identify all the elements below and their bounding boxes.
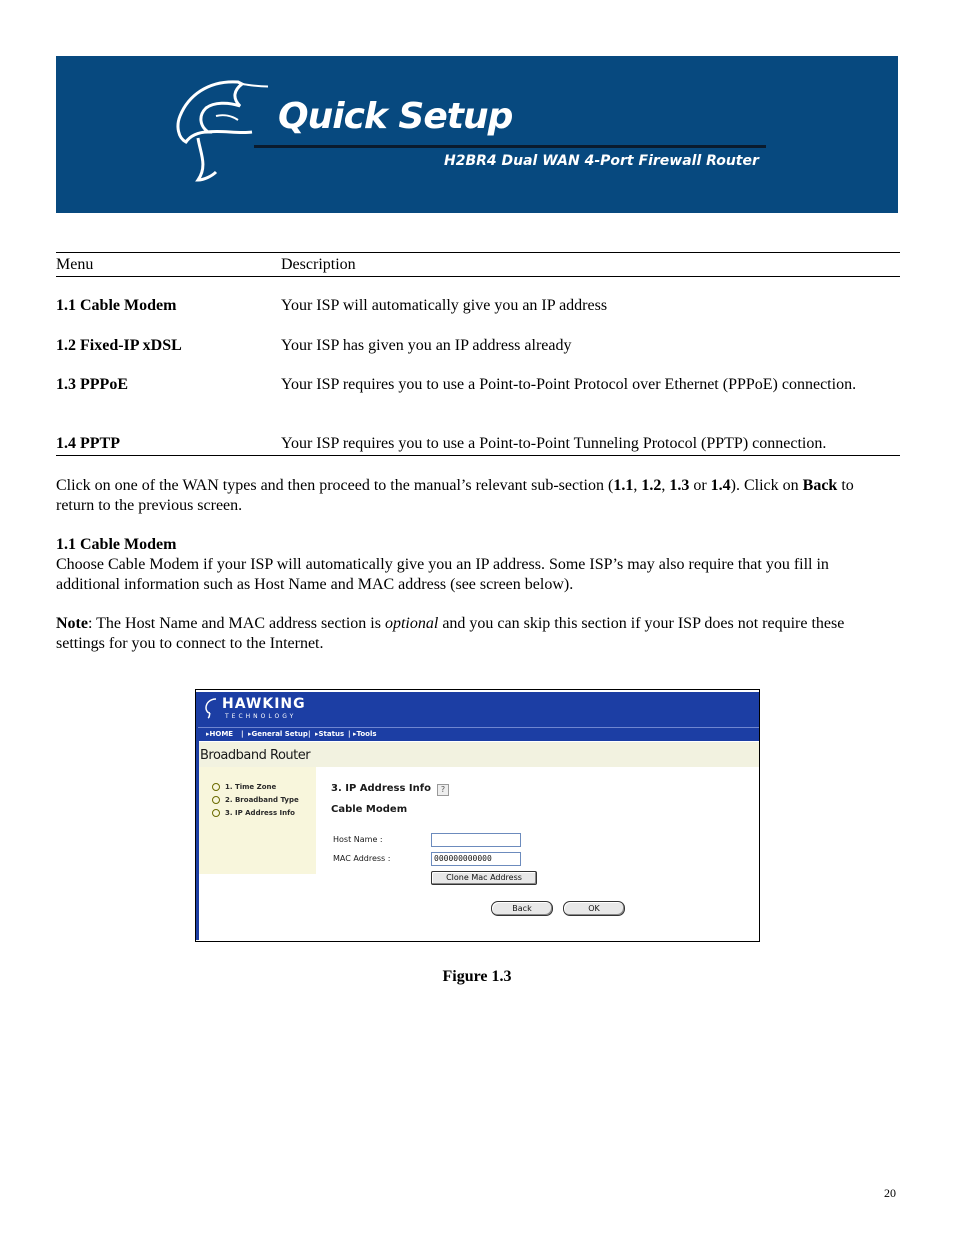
hawk-logo-icon — [168, 76, 268, 188]
wizard-step-ip-address-info[interactable]: 3. IP Address Info — [212, 809, 295, 817]
figure-caption: Figure 1.3 — [442, 968, 512, 985]
host-name-label: Host Name : — [333, 835, 383, 844]
hawking-brand: HAWKING — [222, 696, 306, 712]
radio-icon — [212, 809, 220, 817]
banner-subtitle: H2BR4 Dual WAN 4-Port Firewall Router — [444, 153, 759, 169]
table-row-description: Your ISP requires you to use a Point-to-Point Tunneling Protocol (PPTP) connection. — [281, 435, 827, 452]
table-row-menu: 1.2 Fixed-IP xDSL — [56, 337, 182, 354]
wizard-step-time-zone[interactable]: 1. Time Zone — [212, 783, 276, 791]
table-bottom-rule — [56, 455, 900, 456]
table-row-menu: 1.3 PPPoE — [56, 376, 128, 393]
table-header-menu: Menu — [56, 256, 94, 273]
note-paragraph: Note: The Host Name and MAC address section is optional and you can skip this section if your ISP does not require these settings for you to connect to the Internet. — [56, 615, 845, 652]
banner-divider — [254, 145, 766, 148]
mac-address-input[interactable]: 000000000000 — [431, 852, 521, 866]
router-title: Broadband Router — [200, 748, 311, 763]
back-button[interactable]: Back — [491, 901, 553, 916]
nav-general-setup[interactable]: ▸General Setup — [248, 730, 308, 738]
table-header-description: Description — [281, 256, 356, 273]
section-heading: 1.1 Cable Modem — [56, 536, 177, 553]
section-title: 3. IP Address Info — [331, 783, 431, 794]
connection-type-title: Cable Modem — [331, 804, 408, 815]
help-icon[interactable]: ? — [437, 784, 449, 796]
router-setup-screenshot — [195, 689, 760, 942]
table-top-rule — [56, 252, 900, 253]
ok-button[interactable]: OK — [563, 901, 625, 916]
mac-address-label: MAC Address : — [333, 854, 391, 863]
clone-mac-address-button[interactable]: Clone Mac Address — [431, 871, 537, 885]
page-number: 20 — [884, 1186, 896, 1200]
hawking-logo-icon — [204, 697, 220, 719]
nav-home[interactable]: ▸HOME — [206, 730, 234, 738]
quick-setup-banner — [56, 56, 898, 213]
table-row-description: Your ISP requires you to use a Point-to-Point Protocol over Ethernet (PPPoE) connection. — [281, 376, 857, 393]
router-header — [198, 692, 759, 727]
router-nav-bar: ▸HOME | ▸General Setup | ▸Status | ▸Tools — [198, 727, 759, 741]
wizard-step-broadband-type[interactable]: 2. Broadband Type — [212, 796, 299, 804]
radio-icon — [212, 796, 220, 804]
table-row-menu: 1.1 Cable Modem — [56, 297, 177, 314]
radio-icon — [212, 783, 220, 791]
table-row-description: Your ISP has given you an IP address already — [281, 337, 572, 354]
hawking-brand-sub: TECHNOLOGY — [225, 713, 297, 720]
table-header-rule — [56, 276, 900, 277]
host-name-input[interactable] — [431, 833, 521, 847]
table-row-description: Your ISP will automatically give you an IP address — [281, 297, 608, 314]
instruction-paragraph: Click on one of the WAN types and then proceed to the manual’s relevant sub-section (1.1, 1.2, 1.3 or 1.4). Click on Back to return to the previous screen. — [56, 477, 854, 514]
banner-title: Quick Setup — [278, 96, 513, 137]
table-row-menu: 1.4 PPTP — [56, 435, 120, 452]
nav-status[interactable]: ▸Status — [315, 730, 345, 738]
section-body: Choose Cable Modem if your ISP will automatically give you an IP address. Some ISP’s may also require that you fill in additional information such as Host Name and MAC address (see screen below). — [56, 556, 829, 593]
nav-tools[interactable]: ▸Tools — [353, 730, 377, 738]
